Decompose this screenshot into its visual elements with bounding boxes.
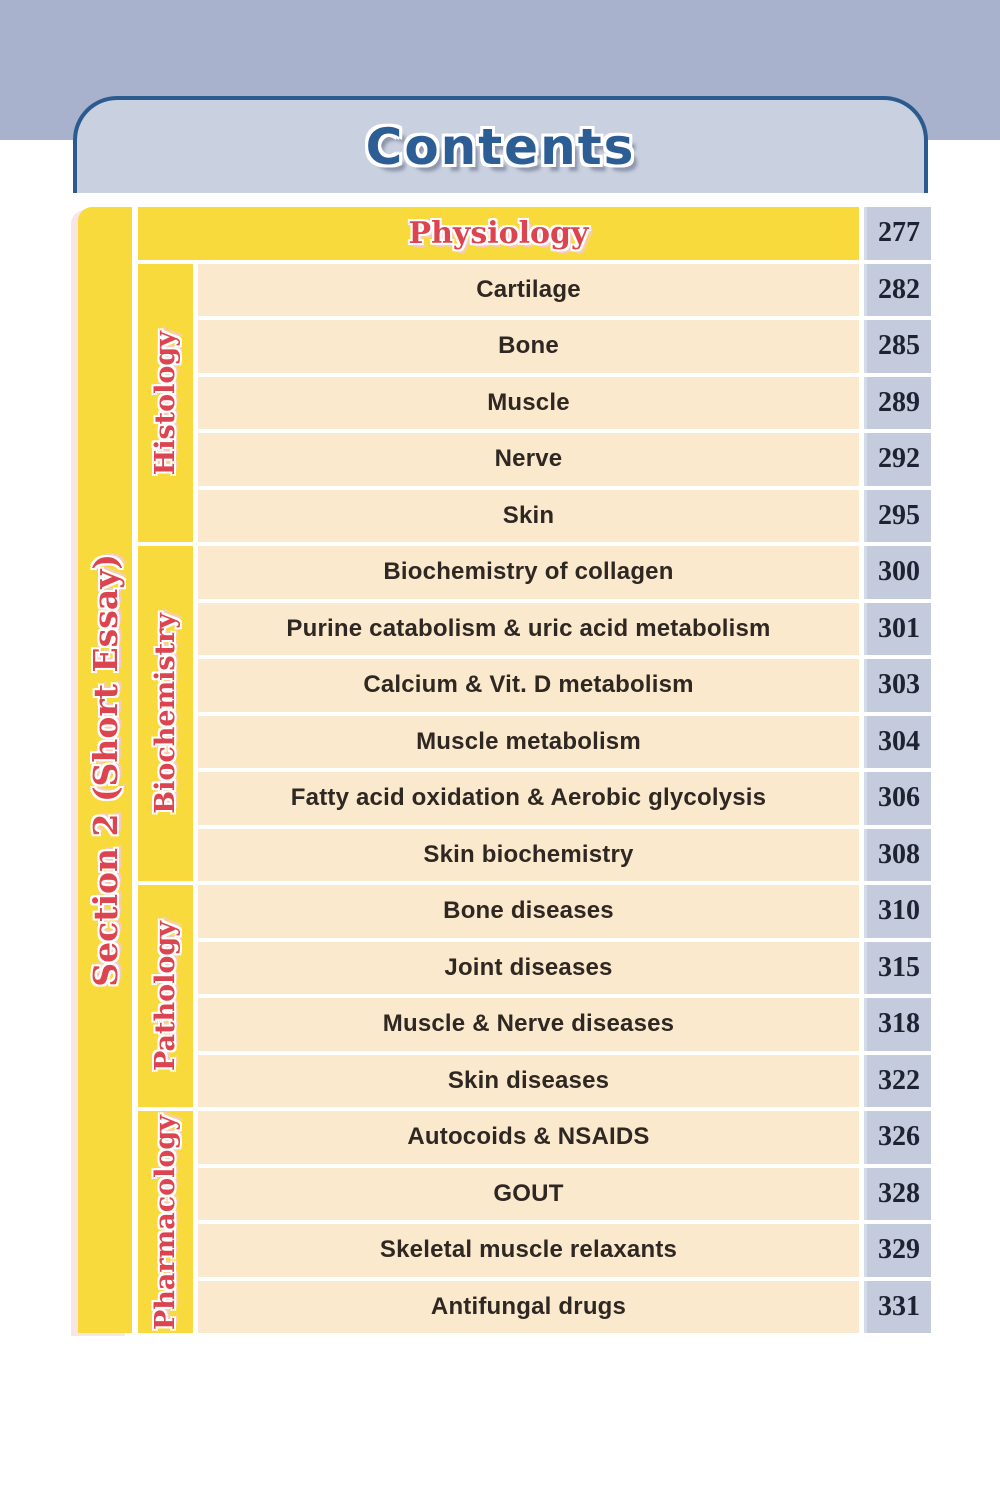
page-number-cell bbox=[864, 320, 931, 373]
page-number: 331 bbox=[878, 1290, 920, 1322]
page-number: 310 bbox=[878, 895, 920, 927]
topic-cell bbox=[198, 998, 859, 1051]
page-number-cell bbox=[864, 772, 931, 825]
topic-label: Muscle & Nerve diseases bbox=[382, 1010, 675, 1038]
topic-label: Calcium & Vit. D metabolism bbox=[363, 671, 694, 699]
page-number: 303 bbox=[878, 669, 920, 701]
page-number: 304 bbox=[878, 725, 920, 757]
page-number-cell bbox=[864, 546, 931, 599]
subject-header-cell bbox=[138, 207, 859, 260]
topic-label: Bone diseases bbox=[443, 897, 614, 925]
contents-header bbox=[73, 96, 928, 193]
page-number-cell bbox=[864, 885, 931, 938]
topic-cell bbox=[198, 1281, 859, 1334]
category-label: Histology bbox=[150, 330, 181, 475]
topic-cell bbox=[198, 1168, 859, 1221]
topic-cell bbox=[198, 659, 859, 712]
category-label: Pathology bbox=[150, 920, 181, 1072]
page-number-cell bbox=[864, 377, 931, 430]
page-number-cell bbox=[864, 1224, 931, 1277]
page-number-cell bbox=[864, 433, 931, 486]
page-number: 315 bbox=[878, 951, 920, 983]
topic-label: Nerve bbox=[494, 445, 563, 473]
category-label: Biochemistry bbox=[150, 613, 181, 814]
page-number: 300 bbox=[878, 556, 920, 588]
page-number-cell bbox=[864, 998, 931, 1051]
topic-cell bbox=[198, 772, 859, 825]
page-number-cell bbox=[864, 829, 931, 882]
topic-cell bbox=[198, 716, 859, 769]
topic-label: Bone bbox=[498, 332, 559, 360]
page-number-cell bbox=[864, 1055, 931, 1108]
topic-cell bbox=[198, 264, 859, 317]
topic-cell bbox=[198, 1055, 859, 1108]
topic-cell bbox=[198, 546, 859, 599]
topic-label: Skin diseases bbox=[447, 1066, 610, 1094]
page-number: 289 bbox=[878, 386, 920, 418]
page-number: 318 bbox=[878, 1008, 920, 1040]
page-number-cell bbox=[864, 603, 931, 656]
page-number-cell bbox=[864, 1168, 931, 1221]
category-label: Pharmacology bbox=[150, 1114, 181, 1330]
page-number: 322 bbox=[878, 1064, 920, 1096]
page-number: 328 bbox=[878, 1177, 920, 1209]
topic-label: Autocoids & NSAIDS bbox=[407, 1123, 650, 1151]
page-number-cell bbox=[864, 1111, 931, 1164]
page-number: 326 bbox=[878, 1121, 920, 1153]
topic-cell bbox=[198, 320, 859, 373]
topic-label: Skin bbox=[502, 501, 555, 529]
topic-cell bbox=[198, 829, 859, 882]
category-block-histology bbox=[138, 264, 193, 543]
topic-label: Joint diseases bbox=[444, 953, 613, 981]
category-block-biochemistry bbox=[138, 546, 193, 881]
page-title: Contents bbox=[365, 117, 636, 176]
page-number: 277 bbox=[878, 217, 920, 249]
page-number-cell bbox=[864, 942, 931, 995]
page-number: 292 bbox=[878, 443, 920, 475]
page-number: 306 bbox=[878, 782, 920, 814]
page-number: 308 bbox=[878, 838, 920, 870]
topic-cell bbox=[198, 1111, 859, 1164]
topic-cell bbox=[198, 377, 859, 430]
topic-label: Antifungal drugs bbox=[430, 1292, 627, 1320]
page-number: 295 bbox=[878, 499, 920, 531]
topic-label: Skeletal muscle relaxants bbox=[379, 1236, 678, 1264]
page-number-cell bbox=[864, 659, 931, 712]
page-number-cell bbox=[864, 716, 931, 769]
page-number-cell bbox=[864, 264, 931, 317]
topic-cell bbox=[198, 603, 859, 656]
page-number-cell bbox=[864, 1281, 931, 1334]
topic-label: GOUT bbox=[493, 1179, 564, 1207]
page-number: 282 bbox=[878, 273, 920, 305]
toc-table bbox=[78, 207, 931, 1333]
page-number: 301 bbox=[878, 612, 920, 644]
page-number-cell bbox=[864, 207, 931, 260]
topic-label: Biochemistry of collagen bbox=[383, 558, 674, 586]
toc-grid bbox=[138, 207, 931, 1333]
category-block-pharmacology bbox=[138, 1111, 193, 1333]
subject-header-label: Physiology bbox=[408, 215, 589, 251]
topic-label: Skin biochemistry bbox=[423, 840, 634, 868]
category-block-pathology bbox=[138, 885, 193, 1107]
topic-label: Muscle metabolism bbox=[416, 727, 641, 755]
topic-label: Purine catabolism & uric acid metabolism bbox=[286, 614, 771, 642]
page-number: 329 bbox=[878, 1234, 920, 1266]
topic-cell bbox=[198, 885, 859, 938]
topic-cell bbox=[198, 433, 859, 486]
topic-cell bbox=[198, 490, 859, 543]
topic-cell bbox=[198, 1224, 859, 1277]
page-number-cell bbox=[864, 490, 931, 543]
section-sidebar bbox=[78, 207, 132, 1333]
topic-cell bbox=[198, 942, 859, 995]
topic-label: Muscle bbox=[487, 388, 570, 416]
section-sidebar-label: Section 2 (Short Essay) bbox=[85, 553, 125, 987]
page-number: 285 bbox=[878, 330, 920, 362]
topic-label: Fatty acid oxidation & Aerobic glycolysis bbox=[290, 784, 767, 812]
topic-label: Cartilage bbox=[476, 275, 581, 303]
